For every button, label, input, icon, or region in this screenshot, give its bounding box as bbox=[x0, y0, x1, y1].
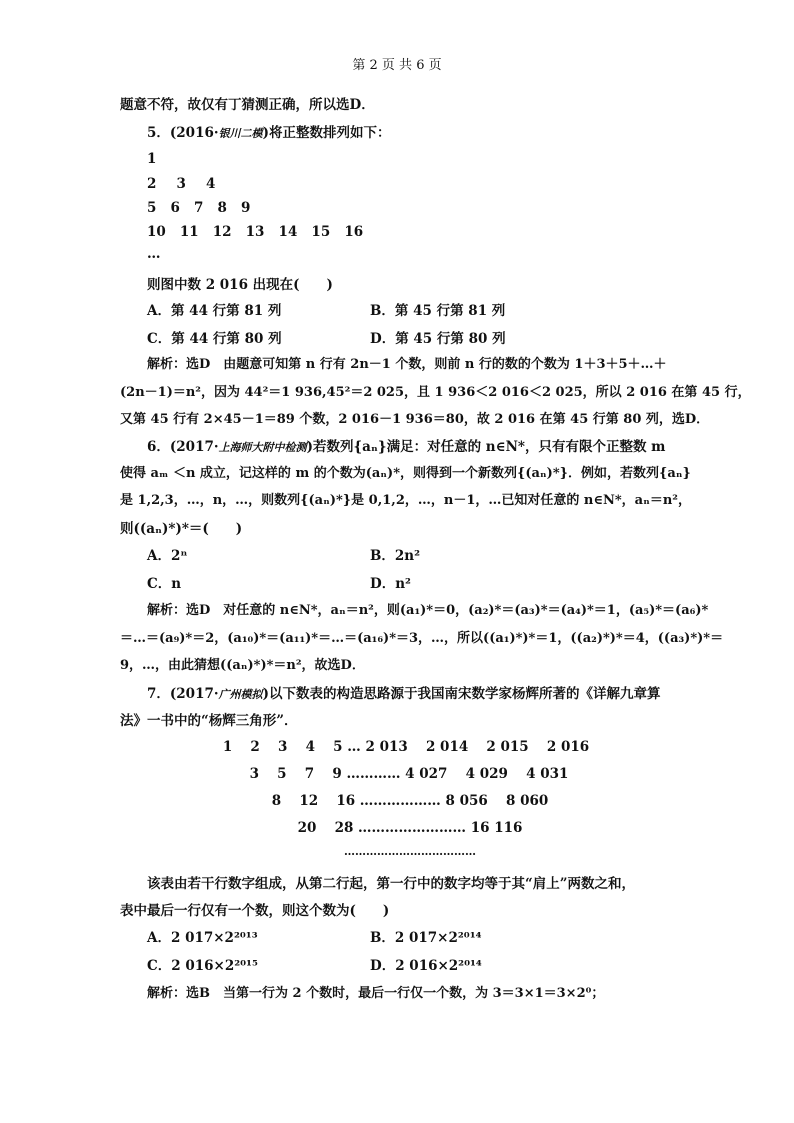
q5-source-tag: 银川二模 bbox=[218, 127, 263, 140]
q7-stem-line-1 bbox=[147, 685, 660, 704]
q5-row-4: 10 11 12 13 14 15 16 bbox=[147, 224, 364, 240]
q5-question: 则图中数 2 016 出现在( ) bbox=[147, 277, 333, 293]
q7-stem-line-2: 法》一书中的“杨辉三角形”． bbox=[120, 713, 298, 729]
q5-option-d: D．第 45 行第 80 列 bbox=[370, 331, 506, 347]
q7-option-a: A．2 017×2²⁰¹³ bbox=[147, 930, 258, 946]
q6-stem-text: )若数列{aₙ}满足：对任意的 n∈N*，只有有限个正整数 m bbox=[306, 439, 666, 455]
q7-table-row-1: 1 2 3 4 5 … 2 013 2 014 2 015 2 016 bbox=[222, 739, 590, 755]
q7-table-row-2: 3 5 7 9 ………… 4 027 4 029 4 031 bbox=[249, 766, 569, 782]
q7-source-tag: 广州模拟 bbox=[218, 688, 263, 701]
q5-solution-line-3: 又第 45 行有 2×45－1＝89 个数，2 016－1 936＝80，故 2 016 在第 45 行第 80 列，选D． bbox=[120, 412, 710, 427]
q7-solution-line-1: 解析：选B 当第一行为 2 个数时，最后一行仅一个数，为 3＝3×1＝3×2⁰； bbox=[147, 986, 605, 1001]
q6-solution-line-1: 解析：选D 对任意的 n∈N*，aₙ＝n²，则(a₁)*＝0，(a₂)*＝(a₃)*＝(a₄)*＝1，(a₅)*＝(a₆)* bbox=[147, 603, 709, 618]
q6-stem-line-4: 则((aₙ)*)*＝( ) bbox=[120, 521, 243, 537]
q6-number: 6．(2017· bbox=[147, 439, 219, 455]
q6-stem-line-1 bbox=[147, 438, 665, 457]
q6-solution-line-2: ＝…＝(a₉)*＝2，(a₁₀)*＝(a₁₁)*＝…＝(a₁₆)*＝3，…，所以((a₁)*)*＝1，((a₂)*)*＝4，((a₃)*)*＝ bbox=[120, 631, 724, 646]
page-header: 第 2 页 共 6 页 bbox=[352, 58, 442, 73]
q7-option-b: B．2 017×2²⁰¹⁴ bbox=[370, 930, 482, 946]
q5-solution-line-2: (2n－1)＝n²，因为 44²＝1 936,45²＝2 025，且 1 936＜2 016＜2 025，所以 2 016 在第 45 行， bbox=[120, 385, 751, 400]
q6-option-c: C．n bbox=[147, 576, 182, 592]
previous-answer-tail: 题意不符，故仅有丁猜测正确，所以选D． bbox=[120, 97, 375, 113]
q5-stem-text: )将正整数排列如下： bbox=[262, 125, 391, 141]
q5-row-ellipsis: … bbox=[147, 246, 161, 262]
q6-stem-line-3: 是 1,2,3，…，n，…，则数列{(aₙ)*}是 0,1,2，…，n－1，…已知对任意的 n∈N*，aₙ＝n²， bbox=[120, 493, 691, 508]
q7-table-row-4: 20 28 …………………… 16 116 bbox=[297, 820, 523, 836]
q6-source-tag: 上海师大附中检测 bbox=[218, 441, 307, 454]
q5-option-b: B．第 45 行第 81 列 bbox=[370, 303, 506, 319]
q6-solution-line-3: 9，…，由此猜想((aₙ)*)*＝n²，故选D． bbox=[120, 658, 365, 673]
q5-solution-line-1: 解析：选D 由题意可知第 n 行有 2n－1 个数，则前 n 行的数的个数为 1＋3＋5＋…＋ bbox=[147, 357, 667, 372]
q6-option-b: B．2n² bbox=[370, 548, 421, 564]
q5-number: 5．(2016· bbox=[147, 125, 219, 141]
q5-option-c: C．第 44 行第 80 列 bbox=[147, 331, 282, 347]
q5-row-2: 2 3 4 bbox=[147, 176, 216, 192]
q5-option-a: A．第 44 行第 81 列 bbox=[147, 303, 282, 319]
q6-option-a: A．2ⁿ bbox=[147, 548, 188, 564]
q7-table-row-3: 8 12 16 ……………… 8 056 8 060 bbox=[271, 793, 549, 809]
q7-option-d: D．2 016×2²⁰¹⁴ bbox=[370, 958, 482, 974]
q6-stem-line-2: 使得 aₘ ＜n 成立，记这样的 m 的个数为(aₙ)*，则得到一个新数列{(aₙ)*}．例如，若数列{aₙ} bbox=[120, 466, 691, 481]
q5-row-1: 1 bbox=[147, 151, 157, 167]
q7-stem-text: )以下数表的构造思路源于我国南宋数学家杨辉所著的《详解九章算 bbox=[262, 686, 661, 702]
q7-paragraph-line-2: 表中最后一行仅有一个数，则这个数为( ) bbox=[120, 903, 390, 919]
q5-row-3: 5 6 7 8 9 bbox=[147, 200, 251, 216]
q7-table-row-5: ……………………………… bbox=[344, 845, 476, 858]
q7-paragraph-line-1: 该表由若干行数字组成，从第二行起，第一行中的数字均等于其“肩上”两数之和， bbox=[147, 876, 636, 892]
q7-number: 7．(2017· bbox=[147, 686, 219, 702]
q5-stem bbox=[147, 124, 390, 143]
q6-option-d: D．n² bbox=[370, 576, 411, 592]
q7-option-c: C．2 016×2²⁰¹⁵ bbox=[147, 958, 258, 974]
